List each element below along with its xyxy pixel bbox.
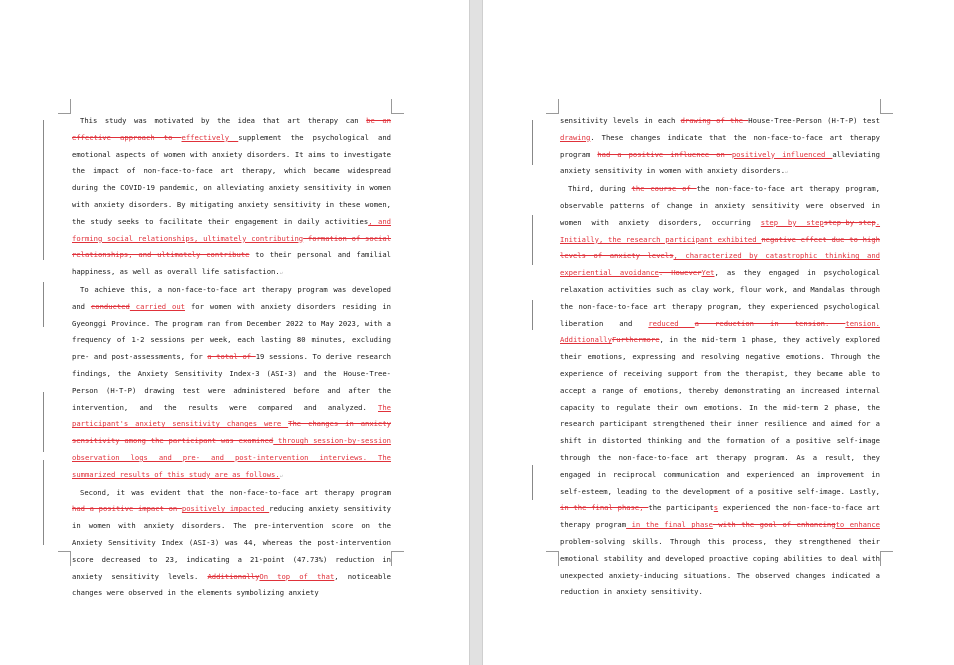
text-run: the participant: [648, 503, 714, 513]
text-run: to their personal and familial happiness, as well as overall life satisfaction.: [72, 250, 391, 277]
tracked-insertion: tension. Additionally: [560, 318, 880, 345]
text-run: problem-solving skills. Through this process, they strengthened their emotional stability and developed proactive coping abilities to deal with unexpected anxiety-inducing situations. The observed changes indicated a reduction in anxiety sensitivity.: [560, 536, 880, 597]
document-body[interactable]: [72, 113, 391, 602]
document-body[interactable]: [560, 113, 880, 601]
change-bar: [43, 120, 44, 260]
text-run: Second, it was evident that the non-face-to-face art therapy program: [80, 487, 391, 497]
tracked-insertion: drawing: [560, 132, 591, 142]
paragraph-text: [72, 116, 391, 276]
tracked-deletion: negative effect due to high levels of anxiety levels: [560, 234, 880, 261]
text-run: reducing anxiety sensitivity in women with anxiety disorders. The pre-intervention score on the Anxiety Sensitivity Index (ASI-3) was 44, whereas the post-intervention score decreased to 23, indicating a 21-point (47.73%) reduction in anxiety sensitivity levels.: [72, 504, 391, 581]
tracked-insertion: positively impacted: [181, 504, 270, 514]
text-run: To achieve this, a non-face-to-face art therapy program was developed and: [72, 284, 391, 311]
tracked-deletion: . However: [658, 268, 702, 278]
tracked-insertion: effectively: [181, 132, 239, 142]
text-run: sensitivity levels in each: [560, 116, 681, 125]
tracked-insertion: On top of that: [259, 571, 335, 581]
tracked-insertion: to enhance: [835, 520, 880, 530]
tracked-insertion: reduced: [648, 318, 695, 328]
paragraph-text: [560, 116, 880, 175]
crop-mark: [880, 99, 893, 114]
page-gutter: [469, 0, 483, 665]
change-bar: [532, 465, 533, 500]
crop-mark: [546, 551, 559, 566]
tracked-deletion: a total of: [207, 352, 256, 362]
tracked-insertion: , characterized by catastrophic thinking and experiential avoidance: [560, 251, 880, 278]
tracked-deletion: Furthermore: [611, 335, 660, 345]
tracked-deletion: drawing of the: [680, 116, 749, 125]
change-bar: [43, 460, 44, 545]
tracked-insertion: in the final phase: [626, 520, 713, 530]
tracked-deletion: Additionally: [207, 571, 260, 581]
change-bar: [43, 392, 44, 452]
paragraph-text: [72, 488, 391, 598]
crop-mark: [391, 99, 404, 114]
change-bar: [532, 300, 533, 330]
text-run: . These changes indicate that the non-face-to-face art therapy program: [560, 132, 880, 159]
tracked-deletion: had a positive influence on: [597, 149, 732, 159]
paragraph[interactable]: To achieve this, a non-face-to-face art therapy program was developed and conducted carried out for women with anxiety disorders residing in Gyeonggi Province. The program ran from December 2022 to May 2023, with a frequency of 1-2 sessions per week, each lasting 80 minutes, excluding pre- and post-assessments, for a total of 19 sessions. To derive research findings, the Anxiety Sensitivity Index-3 (ASI-3) and the House-Tree-Person (H-T-P) drawing test were administered before and after the intervention, and the results were compared and analyzed. The participant's anxiety sensitivity changes were The changes in anxiety sensitivity among the participant was examined through session-by-session observation logs and pre- and post-intervention interviews. The summarized results of this study are as follows.↵: [72, 284, 391, 479]
text-run: for women with anxiety disorders residing in Gyeonggi Province. The program ran from December 2022 to May 2023, with a frequency of 1-2 sessions per week, each lasting 80 minutes, excluding pre- and post-assessments, for: [72, 301, 391, 362]
text-run: the non-face-to-face art therapy program, observable patterns of change in anxiety sensitivity were observed in women with anxiety disorders, occurring: [560, 184, 880, 227]
tracked-deletion: the course of: [631, 184, 697, 194]
text-run: This study was motivated by the idea that art therapy can: [80, 116, 367, 125]
crop-mark: [880, 551, 893, 566]
text-run: experienced the non-face-to-face art therapy program: [560, 503, 881, 530]
crop-mark: [58, 99, 71, 114]
tracked-deletion: step-by-step: [823, 217, 876, 227]
tracked-deletion: The changes in anxiety sensitivity among the participant was examined: [72, 419, 391, 446]
tracked-deletion: a reduction in tension.: [694, 318, 846, 328]
tracked-deletion: be an effective approach to: [72, 116, 392, 142]
tracked-deletion: formation of social relationships, and ultimately contribute: [72, 233, 392, 260]
change-bar: [532, 215, 533, 265]
tracked-insertion: s: [713, 503, 719, 513]
text-run: 19 sessions. To derive research findings, the Anxiety Sensitivity Index-3 (ASI-3) and the House-Tree-Person (H-T-P) drawing test were administered before and after the intervention, and the results were compared and analyzed.: [72, 352, 391, 412]
change-bar: [43, 282, 44, 327]
text-run: , noticeable changes were observed in the elements symbolizing anxiety: [72, 571, 391, 598]
text-run: alleviating anxiety sensitivity in women with anxiety disorders.: [560, 149, 881, 176]
change-bar: [532, 120, 533, 165]
crop-mark: [391, 551, 404, 566]
text-run: , in the mid-term 1 phase, they actively explored their emotions, expressing and resolving negative emotions. Through the experience of receiving support from the therapist, they became able to accept a range of emotions, thereby demonstrating an increased internal capacity to regulate their own emotions. In the mid-term 2 phase, the research participant strengthened their inner resilience and aimed for a shift in distorted thinking and the formation of a positive self-image through the non-face-to-face art therapy program. As a result, they engaged in reciprocal communication and experienced an improvement in self-esteem, leading to the development of a positive self-image. Lastly,: [560, 335, 880, 496]
paragraph[interactable]: [560, 181, 880, 601]
paragraph-text: [560, 184, 880, 596]
crop-mark: [546, 99, 559, 114]
tracked-insertion: carried out: [129, 301, 186, 311]
text-run: Third, during: [568, 184, 632, 194]
tracked-insertion: Yet: [701, 268, 715, 278]
crop-mark: [58, 551, 71, 566]
tracked-deletion: conducted: [90, 301, 130, 311]
text-run: House-Tree-Person (H-T-P) test: [748, 116, 880, 125]
text-run: supplement the psychological and emotional aspects of women with anxiety disorders. It aims to investigate the impact of non-face-to-face art therapy, which became widespread during the COVID-19 pandemic, on alleviating anxiety sensitivity in women with anxiety disorders. By mitigating anxiety sensitivity in these women, the study seeks to facilitate their engagement in daily activities: [72, 132, 391, 226]
tracked-insertion: The participant's anxiety sensitivity changes were: [72, 402, 391, 429]
paragraph[interactable]: This study was motivated by the idea that art therapy can be an effective approach to effectively supplement the psychological and emotional aspects of women with anxiety disorders. It aims to investigate the impact of non-face-to-face art therapy, which became widespread during the COVID-19 pandemic, on alleviating anxiety sensitivity in women with anxiety disorders. By mitigating anxiety sensitivity in these women, the study seeks to facilitate their engagement in daily activities, and forming social relationships, ultimately contributing formation of social relationships, and ultimately contribute to their personal and familial happiness, as well as overall life satisfaction.↵: [72, 116, 392, 277]
tracked-insertion: positively influenced: [731, 149, 833, 159]
paragraph[interactable]: [72, 485, 391, 603]
paragraph-text: [72, 285, 391, 479]
tracked-insertion: through session-by-session observation logs and pre- and post-intervention interviews. The summarized results of this study are as follows.: [72, 436, 391, 479]
paragraph[interactable]: sensitivity levels in each drawing of the House-Tree-Person (H-T-P) test drawing. These changes indicate that the non-face-to-face art therapy program had a positive influence on positively influenced alleviating anxiety sensitivity in women with anxiety disorders.↵: [560, 116, 881, 176]
tracked-deletion: had a positive impact on: [72, 504, 182, 514]
tracked-insertion: . Initially, the research participant exhibited: [560, 217, 881, 244]
tracked-deletion: in the final phase,: [560, 503, 649, 513]
tracked-deletion: with the goal of enhancing: [712, 520, 836, 530]
document-page-right: [483, 0, 954, 665]
text-run: , as they engaged in psychological relaxation activities such as clay work, flour work, and Mandalas through the non-face-to-face art therapy program, they experienced psychological liberation and: [560, 268, 880, 328]
tracked-insertion: step by step: [760, 217, 824, 227]
tracked-insertion: , and forming social relationships, ultimately contributing: [72, 216, 391, 243]
document-page-left: [0, 0, 469, 665]
